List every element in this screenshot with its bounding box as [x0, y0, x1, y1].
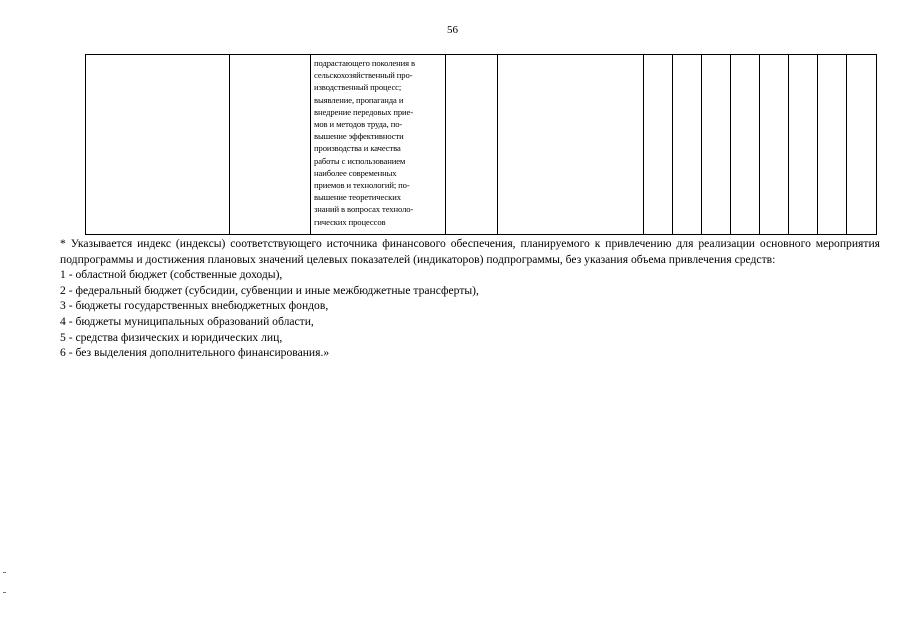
footnote-item: 3 - бюджеты государственных внебюджетных фондов, [60, 299, 329, 313]
footnote-item: 5 - средства физических и юридических лиц, [60, 330, 283, 344]
table-cell-empty [644, 55, 673, 235]
scan-artifact [3, 592, 6, 593]
table-cell-empty [789, 55, 818, 235]
footnote-item: 2 - федеральный бюджет (субсидии, субвенции и иные межбюджетные трансферты), [60, 283, 479, 297]
program-table [85, 54, 877, 235]
table-row [86, 55, 877, 235]
footnote-item: 1 - областной бюджет (собственные доходы), [60, 268, 283, 282]
table-cell-empty [818, 55, 847, 235]
footnote-intro: * Указывается индекс (индексы) соответствующего источника финансового обеспечения, планируемого к привлечению для реализации основного мероприятия подпрограммы и достижения плановых значений целевых показателей (индикаторов) подпрограммы, без указания объема привлечения средств: [60, 237, 880, 266]
table-cell-empty [86, 55, 230, 235]
table-cell-empty [673, 55, 702, 235]
table-cell-empty [446, 55, 498, 235]
activity-description: подрастающего поколения в сельскохозяйственный про- изводственный процесс; выявление, пропаганда и внедрение передовых прие- мов и методов труда, по- вышение эффективности производства и качества работы с использованием наиболее современных приемов и технологий; по- вышение теоретических знаний в вопросах техноло- гических процессов [314, 58, 416, 227]
table-cell-empty [760, 55, 789, 235]
table-cell-empty [731, 55, 760, 235]
footnote-item: 6 - без выделения дополнительного финансирования.» [60, 346, 330, 360]
scan-artifact [3, 572, 6, 573]
table-cell-empty [847, 55, 877, 235]
table-cell-empty [498, 55, 644, 235]
table-cell-empty [702, 55, 731, 235]
footnote-item: 4 - бюджеты муниципальных образований области, [60, 314, 314, 328]
page-number: 56 [447, 24, 458, 36]
table-cell-activity [311, 55, 446, 235]
footnote [60, 236, 880, 361]
table-cell-empty [230, 55, 311, 235]
